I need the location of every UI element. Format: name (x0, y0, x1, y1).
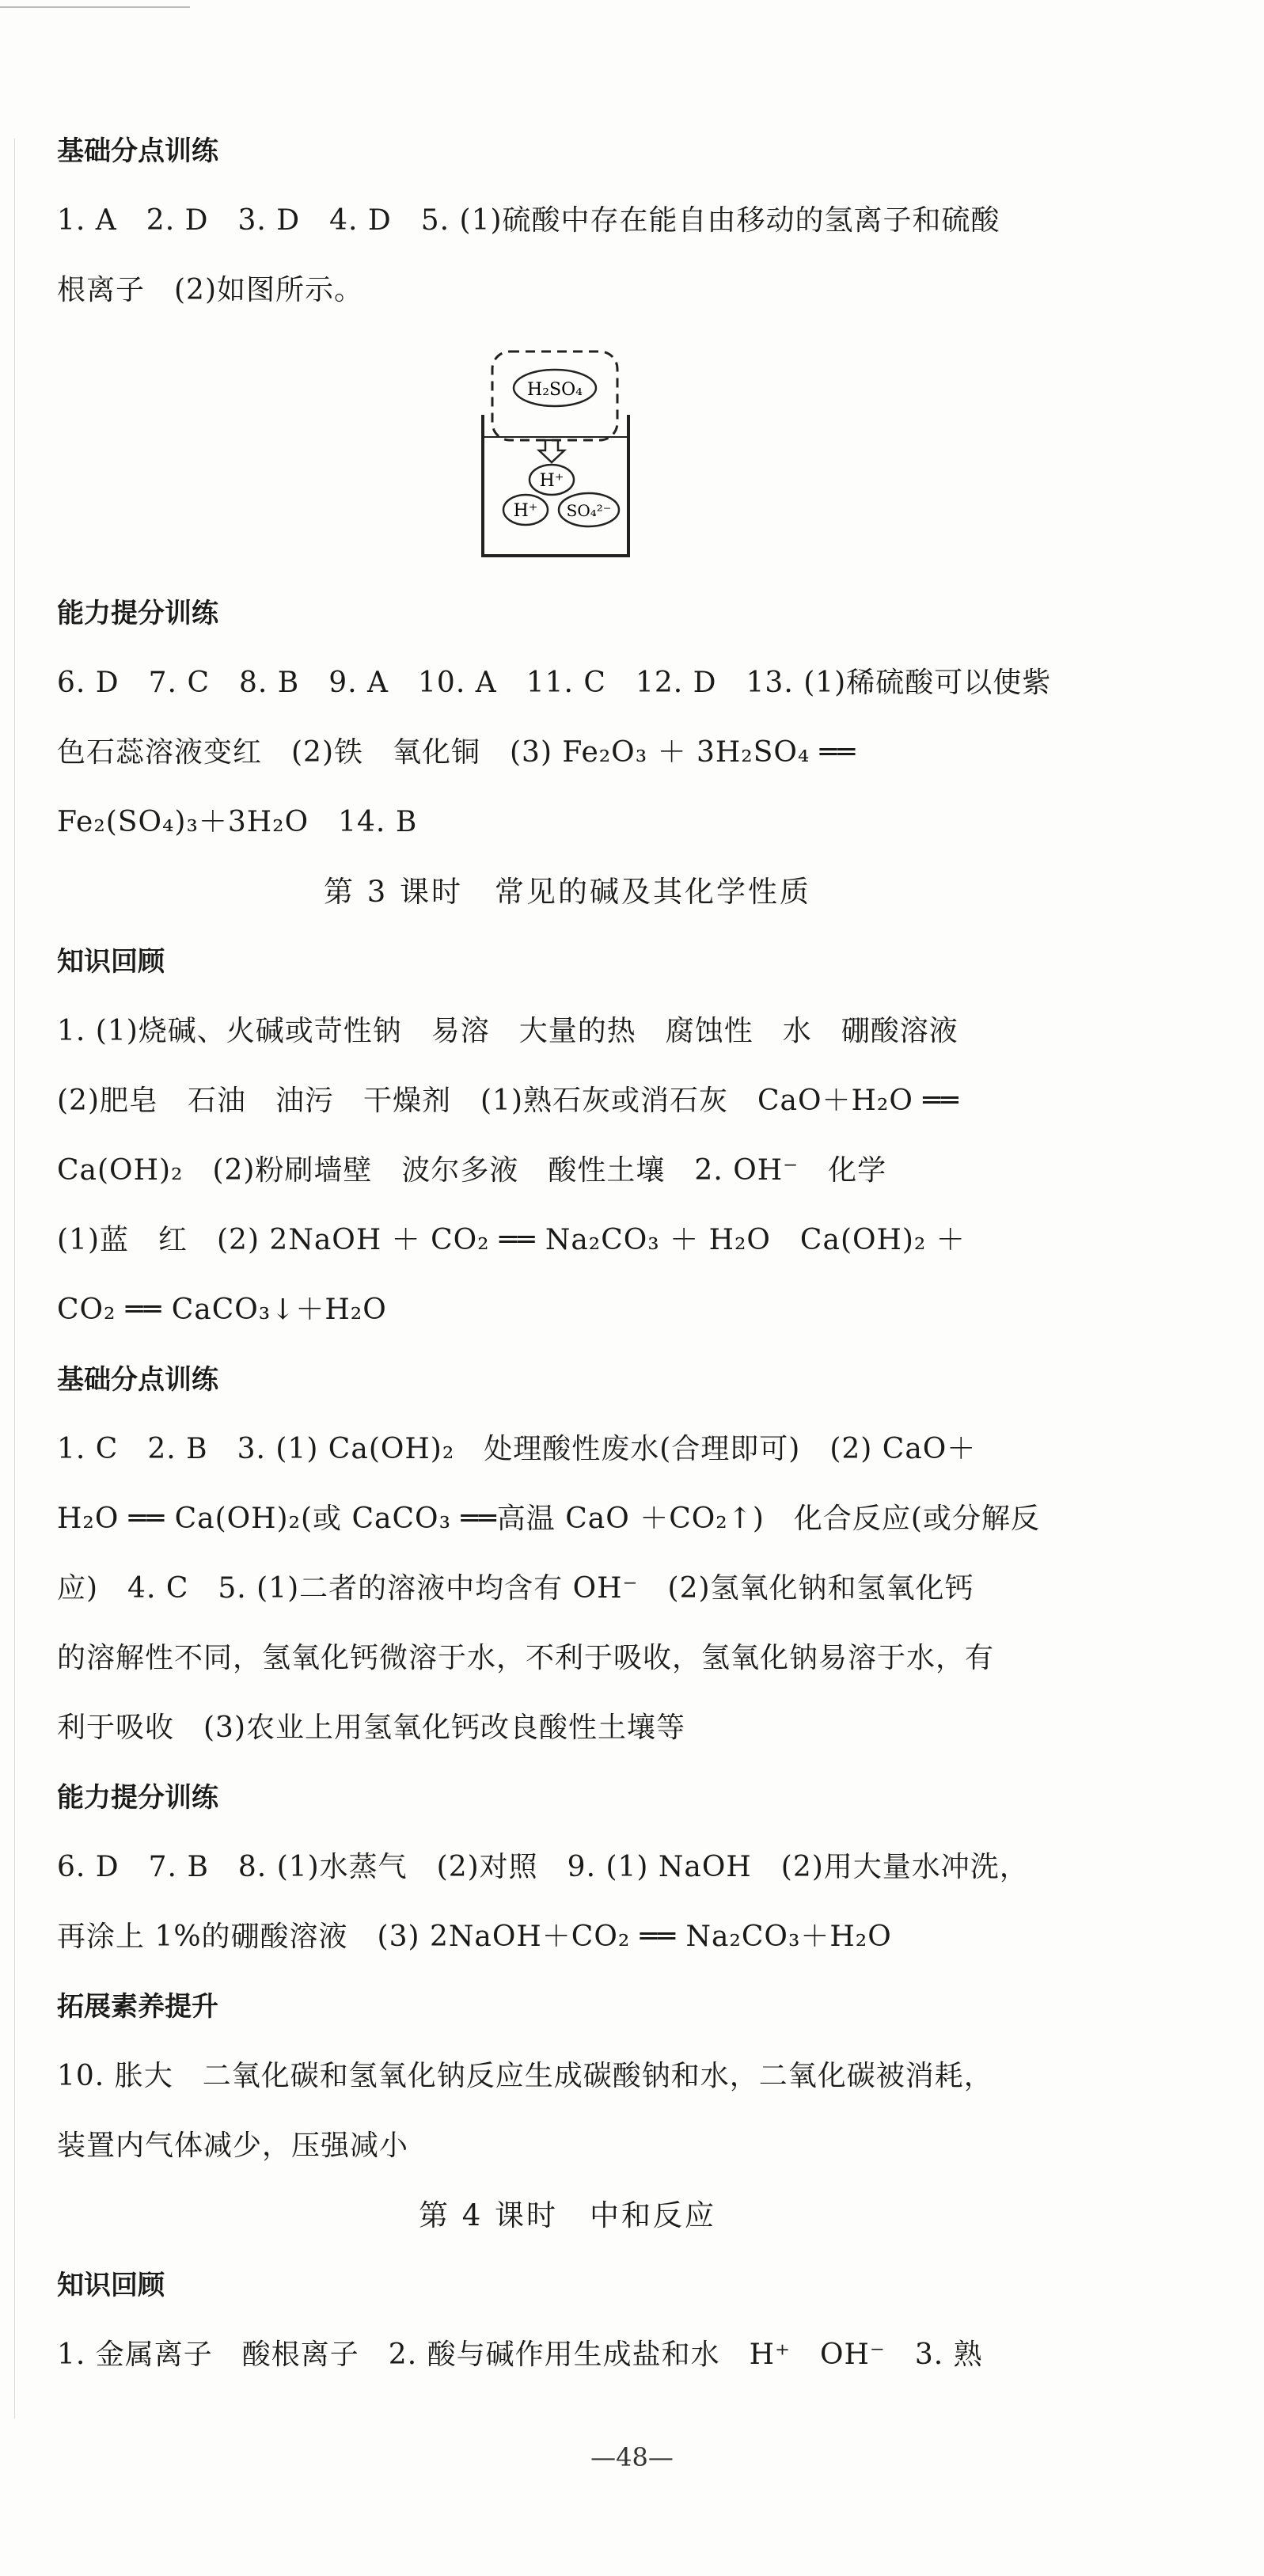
h-ion-left-label: H⁺ (513, 501, 538, 521)
margin-rule (14, 139, 15, 2418)
answer-line: 6. D 7. B 8. (1)水蒸气 (2)对照 9. (1) NaOH (2)用大量水冲洗， (57, 1851, 1029, 1883)
lesson-title: 第 4 课时 中和反应 (418, 2198, 717, 2232)
answer-line: (2)肥皂 石油 油污 干燥剂 (1)熟石灰或消石灰 CaO＋H₂O ══ (57, 1085, 959, 1117)
page-number: —48— (590, 2442, 674, 2472)
answer-line: 1. A 2. D 3. D 4. D 5. (1)硫酸中存在能自由移动的氢离子和硫酸 (57, 204, 1000, 237)
answer-line: Ca(OH)₂ (2)粉刷墙壁 波尔多液 酸性土壤 2. OH⁻ 化学 (57, 1154, 887, 1187)
sulfate-ion-label: SO₄²⁻ (566, 501, 612, 520)
answer-line: 1. (1)烧碱、火碱或苛性钠 易溶 大量的热 腐蚀性 水 硼酸溶液 (57, 1015, 958, 1047)
answer-line: (1)蓝 红 (2) 2NaOH ＋ CO₂ ══ Na₂CO₃ ＋ H₂O Ca(OH)₂ ＋ (57, 1224, 966, 1256)
answer-line: 色石蕊溶液变红 (2)铁 氧化铜 (3) Fe₂O₃ ＋ 3H₂SO₄ ══ (57, 736, 856, 769)
lesson-title: 第 3 课时 常见的碱及其化学性质 (323, 875, 812, 909)
down-arrow-icon (539, 440, 564, 462)
answer-line: 6. D 7. C 8. B 9. A 10. A 11. C 12. D 13. (1)稀硫酸可以使紫 (57, 667, 1052, 699)
section-heading: 基础分点训练 (57, 135, 218, 167)
answer-line: Fe₂(SO₄)₃＋3H₂O 14. B (57, 806, 418, 838)
answer-line: CO₂ ══ CaCO₃↓＋H₂O (57, 1294, 387, 1326)
answer-page (57, 135, 1078, 2408)
answer-line: 应) 4. C 5. (1)二者的溶液中均含有 OH⁻ (2)氢氧化钠和氢氧化钙 (57, 1572, 974, 1605)
section-heading: 能力提分训练 (57, 598, 218, 629)
answer-line: 利于吸收 (3)农业上用氢氧化钙改良酸性土壤等 (57, 1712, 685, 1744)
section-heading: 知识回顾 (57, 2270, 165, 2301)
section-heading: 能力提分训练 (57, 1782, 218, 1814)
answer-line: 装置内气体减少，压强减小 (57, 2130, 409, 2162)
h-ion-top-label: H⁺ (539, 471, 564, 491)
section-heading: 基础分点训练 (57, 1364, 218, 1396)
answer-line: H₂O ══ Ca(OH)₂(或 CaCO₃ ══高温 CaO ＋CO₂↑) 化合反应(或分解反 (57, 1503, 1040, 1535)
answer-line: 1. C 2. B 3. (1) Ca(OH)₂ 处理酸性废水(合理即可) (2) CaO＋ (57, 1433, 977, 1465)
top-rule (0, 6, 190, 8)
answer-line: 再涂上 1%的硼酸溶液 (3) 2NaOH＋CO₂ ══ Na₂CO₃＋H₂O (57, 1921, 892, 1953)
answer-line: 10. 胀大 二氧化碳和氢氧化钠反应生成碳酸钠和水，二氧化碳被消耗， (57, 2060, 993, 2092)
section-heading: 拓展素养提升 (57, 1991, 218, 2023)
answer-line: 根离子 (2)如图所示。 (57, 274, 363, 306)
answer-line: 1. 金属离子 酸根离子 2. 酸与碱作用生成盐和水 H⁺ OH⁻ 3. 熟 (57, 2339, 983, 2371)
sulfuric-acid-ionization-diagram (57, 344, 1078, 597)
h2so4-label: H₂SO₄ (527, 380, 583, 400)
answer-line: 的溶解性不同，氢氧化钙微溶于水，不利于吸收，氢氧化钠易溶于水，有 (57, 1642, 995, 1674)
ionization-diagram-svg (57, 344, 1078, 589)
section-heading: 知识回顾 (57, 946, 165, 978)
